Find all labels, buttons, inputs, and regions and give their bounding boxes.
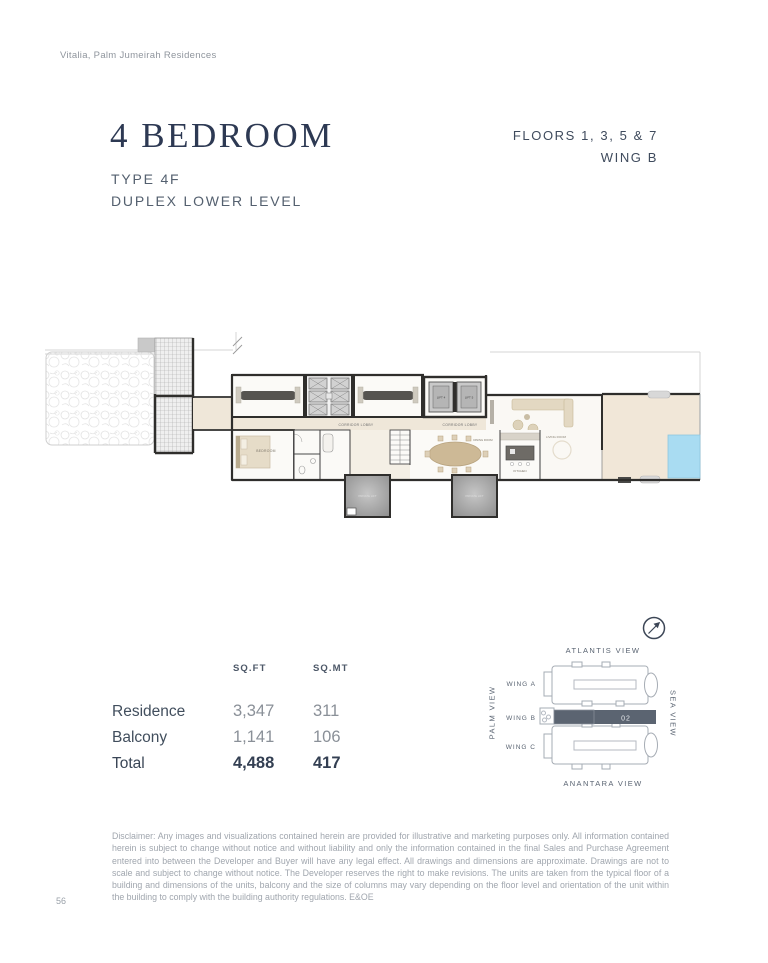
view-anantara: ANANTARA VIEW [563, 779, 643, 788]
col-sqft: SQ.FT [233, 663, 267, 674]
kitchen-label: KITCHEN [513, 469, 527, 473]
kitchen [500, 430, 540, 480]
dining-room [410, 430, 500, 480]
svg-text:PRIVATE LIFT: PRIVATE LIFT [465, 494, 484, 498]
col-sqmt: SQ.MT [313, 663, 349, 674]
page-title: 4 BEDROOM [110, 116, 334, 155]
wing-label: WING B [600, 150, 658, 165]
corridor-lower-label: CORRIDOR LOBBY [442, 422, 478, 427]
unit-level: DUPLEX LOWER LEVEL [111, 193, 303, 209]
page-number: 56 [56, 896, 67, 906]
view-sea: SEA VIEW [668, 689, 678, 738]
brand-line: Vitalia, Palm Jumeirah Residences [60, 50, 217, 61]
private-lift-1 [345, 475, 390, 517]
dining-label: DINING ROOM [473, 438, 493, 442]
building-key-plan [538, 660, 666, 772]
bathrooms [294, 430, 350, 480]
service-room-left [232, 375, 304, 417]
service-room-right [354, 375, 422, 417]
pool [668, 435, 700, 478]
wing-a-label: WING A [506, 681, 536, 688]
table-row-residence: Residence 3,347 311 [112, 702, 340, 720]
service-shafts [306, 375, 352, 417]
garden-area [46, 352, 154, 445]
private-lift-2 [452, 475, 497, 517]
floor-plan [40, 330, 710, 525]
wing-b-highlight [554, 710, 656, 724]
corridor-upper-label: CORRIDOR LOBBY [338, 422, 374, 427]
svg-text:PRIVATE LIFT: PRIVATE LIFT [358, 494, 377, 498]
lift-1-label: LIFT 4 [436, 395, 446, 400]
unit-number: 02 [621, 715, 631, 723]
table-row-balcony: Balcony 1,141 106 [112, 728, 341, 746]
unit-type: TYPE 4F [111, 171, 181, 187]
terrace [602, 391, 700, 483]
lift-block [424, 377, 486, 417]
bedroom [232, 430, 294, 480]
bedroom-label: BEDROOM [256, 449, 276, 453]
disclaimer-text: Disclaimer: Any images and visualizations contained herein are provided for illustrative and marketing purposes only. All information contained herein is subject to change without notice and without liability and only the information contained in the final Sales and Purchase Agreement entered into between the Developer and Buyer will have any legal effect. All drawings and dimensions are approximate. Drawings are not to scale and subject to change without notice. The Developer reserves the right to make revisions. The units are taken from the typical floor of a building and dimensions of the units, balcony and the size of columns may vary depending on the floor level and orientation of the unit within the building to comply with the building authority regulations. E&OE [112, 831, 669, 903]
wing-b-label: WING B [506, 715, 536, 722]
view-atlantis: ATLANTIS VIEW [565, 646, 641, 655]
north-compass-icon [640, 614, 668, 642]
hall-and-stairs [350, 430, 410, 480]
view-palm: PALM VIEW [487, 685, 497, 740]
lift-2-label: LIFT 5 [464, 395, 474, 400]
floors-label: FLOORS 1, 3, 5 & 7 [512, 128, 658, 143]
living-label: LIVING ROOM [545, 435, 567, 439]
table-row-total: Total 4,488 417 [112, 754, 341, 772]
wing-c-label: WING C [505, 744, 536, 751]
entry-corridor [193, 397, 233, 430]
area-table [112, 663, 382, 780]
